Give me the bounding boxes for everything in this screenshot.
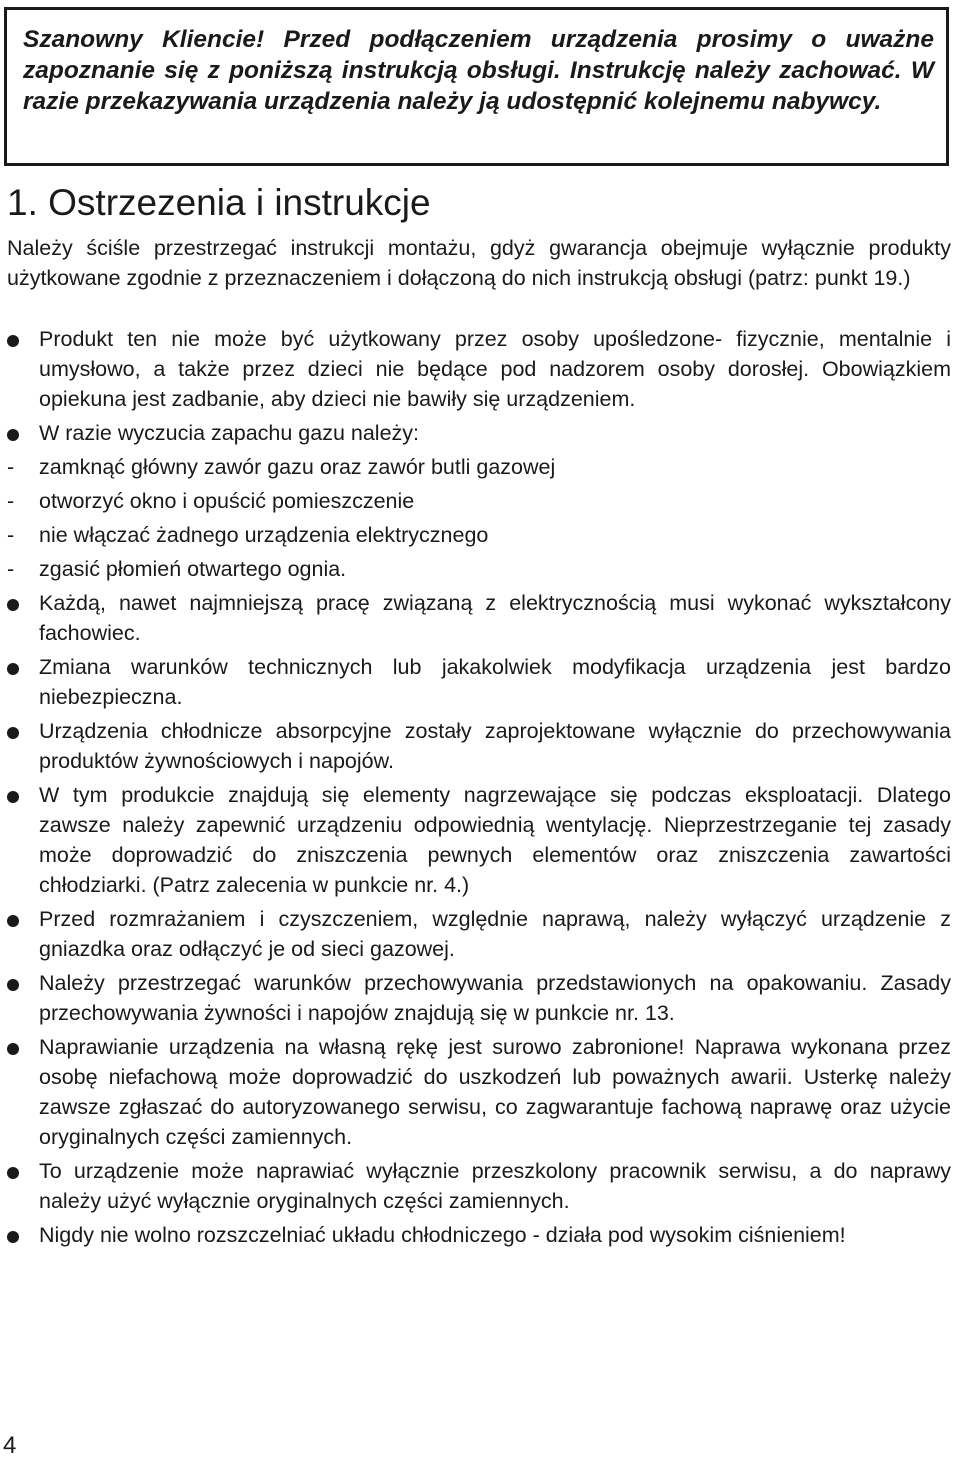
bullet-icon	[7, 1231, 19, 1243]
bullet-icon	[7, 979, 19, 991]
sub-item	[7, 520, 951, 550]
sub-list	[7, 452, 951, 584]
sub-item-text: otworzyć okno i opuścić pomieszczenie	[39, 489, 415, 513]
list-item	[7, 1220, 951, 1250]
sub-item	[7, 486, 951, 516]
sub-item-text: zamknąć główny zawór gazu oraz zawór butli gazowej	[39, 455, 556, 479]
list-item	[7, 1156, 951, 1216]
sub-item	[7, 452, 951, 482]
bullet-icon	[7, 335, 19, 347]
list-item-text: To urządzenie może naprawiać wyłącznie przeszkolony pracownik serwisu, a do naprawy należy użyć wyłącznie oryginalnych części zamiennych.	[39, 1159, 951, 1213]
bullet-icon	[7, 1167, 19, 1179]
page-number: 4	[3, 1432, 17, 1459]
list-item-text: Przed rozmrażaniem i czyszczeniem, względnie naprawą, należy wyłączyć urządzenie z gniazdka oraz odłączyć je od sieci gazowej.	[39, 907, 951, 961]
list-item-text: Naprawianie urządzenia na własną rękę jest surowo zabronione! Naprawa wykonana przez osobę niefachową może doprowadzić do uszkodzeń lub poważnych awarii. Usterkę należy zawsze zgłaszać do autoryzowanego serwisu, co zagwarantuje fachową naprawę oraz użycie oryginalnych części zamiennych.	[39, 1035, 951, 1149]
dash-marker: -	[7, 489, 15, 513]
dash-marker: -	[7, 523, 15, 547]
list-item-text: Zmiana warunków technicznych lub jakakolwiek modyfikacja urządzenia jest bardzo niebezpieczna.	[39, 655, 951, 709]
dash-marker: -	[7, 557, 15, 581]
list-item	[7, 324, 951, 414]
list-item-text: Nigdy nie wolno rozszczelniać układu chłodniczego - działa pod wysokim ciśnieniem!	[39, 1223, 846, 1247]
warnings-list	[7, 324, 951, 1254]
list-item-text: W tym produkcie znajdują się elementy nagrzewające się podczas eksploatacji. Dlatego zawsze należy zapewnić urządzeniu odpowiednią wentylację. Nieprzestrzeganie tej zasady może doprowadzić do zniszczenia pewnych elementów oraz zniszczenia zawartości chłodziarki. (Patrz zalecenia w punkcie nr. 4.)	[39, 783, 951, 897]
notice-box	[4, 7, 949, 166]
list-item	[7, 904, 951, 964]
notice-text: Szanowny Kliencie! Przed podłączeniem urządzenia prosimy o uważne zapoznanie się z poniższą instrukcją obsługi. Instrukcję należy zachować. W razie przekazywania urządzenia należy ją udostępnić kolejnemu nabywcy.	[23, 26, 934, 115]
sub-item-text: nie włączać żadnego urządzenia elektrycznego	[39, 523, 489, 547]
list-item	[7, 1032, 951, 1152]
section-title: 1. Ostrzezenia i instrukcje	[7, 182, 431, 223]
dash-marker: -	[7, 455, 15, 479]
list-item	[7, 968, 951, 1028]
section-intro: Należy ściśle przestrzegać instrukcji montażu, gdyż gwarancja obejmuje wyłącznie produkty użytkowane zgodnie z przeznaczeniem i dołączoną do nich instrukcją obsługi (patrz: punkt 19.)	[7, 236, 951, 290]
sub-item	[7, 554, 951, 584]
list-item	[7, 588, 951, 648]
list-item	[7, 418, 951, 584]
list-item	[7, 652, 951, 712]
list-item-text: Należy przestrzegać warunków przechowywania przedstawionych na opakowaniu. Zasady przechowywania żywności i napojów znajdują się w punkcie nr. 13.	[39, 971, 951, 1025]
list-item-text: Urządzenia chłodnicze absorpcyjne zostały zaprojektowane wyłącznie do przechowywania produktów żywnościowych i napojów.	[39, 719, 951, 773]
bullet-icon	[7, 915, 19, 927]
bullet-icon	[7, 429, 19, 441]
bullet-icon	[7, 791, 19, 803]
bullet-icon	[7, 1043, 19, 1055]
bullet-icon	[7, 727, 19, 739]
list-item-text: Produkt ten nie może być użytkowany przez osoby upośledzone- fizycznie, mentalnie i umysłowo, a także przez dzieci nie będące pod nadzorem osoby dorosłej. Obowiązkiem opiekuna jest zadbanie, aby dzieci nie bawiły się urządzeniem.	[39, 327, 951, 411]
list-item	[7, 716, 951, 776]
bullet-icon	[7, 599, 19, 611]
list-item-text: Każdą, nawet najmniejszą pracę związaną z elektrycznością musi wykonać wykształcony fachowiec.	[39, 591, 951, 645]
list-item-text: W razie wyczucia zapachu gazu należy:	[39, 421, 420, 445]
list-item	[7, 780, 951, 900]
sub-item-text: zgasić płomień otwartego ognia.	[39, 557, 347, 581]
bullet-icon	[7, 663, 19, 675]
